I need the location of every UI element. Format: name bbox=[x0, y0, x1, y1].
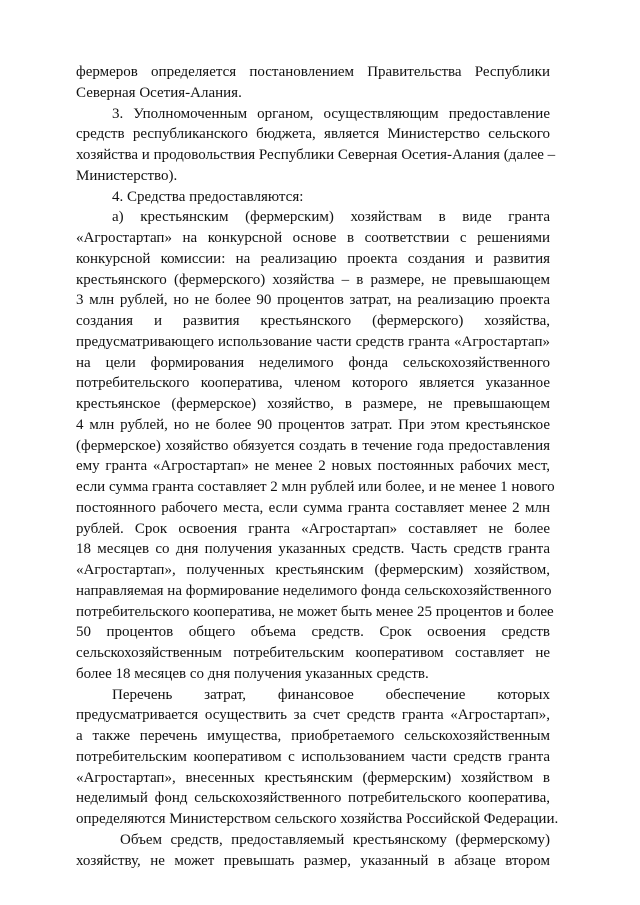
text-line: сельскохозяйственным потребительским кооперативом составляет не bbox=[76, 645, 550, 661]
text-line: 18 месяцев со дня получения указанных средств. Часть средств гранта bbox=[76, 541, 550, 558]
text-line: на цели формирования неделимого фонда сельскохозяйственного bbox=[76, 354, 550, 371]
text-line: предусматривается осуществить за счет средств гранта «Агростартап», bbox=[76, 707, 550, 724]
document-body bbox=[76, 62, 559, 871]
text-line: неделимый фонд сельскохозяйственного потребительского кооператива, bbox=[76, 790, 550, 807]
text-line: фермеров определяется постановлением Правительства Республики bbox=[76, 64, 550, 80]
text-line: Северная Осетия-Алания. bbox=[76, 84, 242, 101]
text-line: потребительским кооперативом с использованием части средств гранта bbox=[76, 748, 550, 765]
text-line: крестьянского (фермерского) хозяйства – в размере, не превышающем bbox=[76, 271, 550, 288]
text-line: Министерство). bbox=[76, 167, 178, 184]
text-line: 4. Средства предоставляются: bbox=[112, 188, 304, 205]
text-line: 3 млн рублей, но не более 90 процентов затрат, на реализацию проекта bbox=[76, 292, 550, 309]
text-line: конкурсной комиссии: на реализацию проекта создания и развития bbox=[76, 250, 550, 267]
text-line: определяются Министерством сельского хозяйства Российской Федерации. bbox=[76, 811, 559, 827]
text-line: ему гранта «Агростартап» не менее 2 новых постоянных рабочих мест, bbox=[76, 458, 550, 475]
text-line: потребительского кооператива, не может быть менее 25 процентов и более bbox=[76, 603, 554, 620]
text-line: постоянного рабочего места, если сумма гранта составляет менее 2 млн bbox=[76, 499, 550, 516]
text-line: создания и развития крестьянского (фермерского) хозяйства, bbox=[76, 313, 550, 329]
text-line: а также перечень имущества, приобретаемого сельскохозяйственным bbox=[76, 728, 550, 744]
text-line: более 18 месяцев со дня получения указанных средств. bbox=[76, 665, 429, 682]
text-line: 4 млн рублей, но не более 90 процентов затрат. При этом крестьянское bbox=[76, 416, 550, 433]
text-line: (фермерское) хозяйство обязуется создать в течение года предоставления bbox=[76, 437, 550, 454]
text-line: направляемая на формирование неделимого фонда сельскохозяйственного bbox=[76, 582, 552, 599]
text-line: потребительского кооператива, членом которого является указанное bbox=[76, 375, 550, 392]
text-line: рублей. Срок освоения гранта «Агростартап» составляет не более bbox=[76, 520, 550, 537]
text-line: предусматривающего использование части средств гранта «Агростартап» bbox=[76, 333, 550, 350]
text-line: Объем средств, предоставляемый крестьянскому (фермерскому) bbox=[120, 831, 550, 848]
text-line: «Агростартап» на конкурсной основе в соответствии с решениями bbox=[76, 230, 550, 246]
text-line: Перечень затрат, финансовое обеспечение которых bbox=[112, 686, 550, 703]
text-line: средств республиканского бюджета, является Министерство сельского bbox=[76, 126, 550, 143]
text-line: хозяйству, не может превышать размер, указанный в абзаце втором bbox=[76, 852, 550, 869]
text-line: крестьянское (фермерское) хозяйство, в размере, не превышающем bbox=[76, 396, 550, 412]
text-line: хозяйства и продовольствия Республики Северная Осетия-Алания (далее – bbox=[76, 147, 556, 163]
text-line: «Агростартап», внесенных крестьянским (фермерским) хозяйством в bbox=[76, 769, 550, 786]
text-line: а) крестьянским (фермерским) хозяйствам в виде гранта bbox=[112, 209, 550, 226]
text-line: «Агростартап», полученных крестьянским (фермерским) хозяйством, bbox=[76, 562, 550, 578]
text-line: если сумма гранта составляет 2 млн рублей или более, и не менее 1 нового bbox=[76, 479, 555, 495]
text-line: 3. Уполномоченным органом, осуществляющим предоставление bbox=[112, 105, 550, 122]
text-line: 50 процентов общего объема средств. Срок освоения средств bbox=[76, 624, 550, 641]
